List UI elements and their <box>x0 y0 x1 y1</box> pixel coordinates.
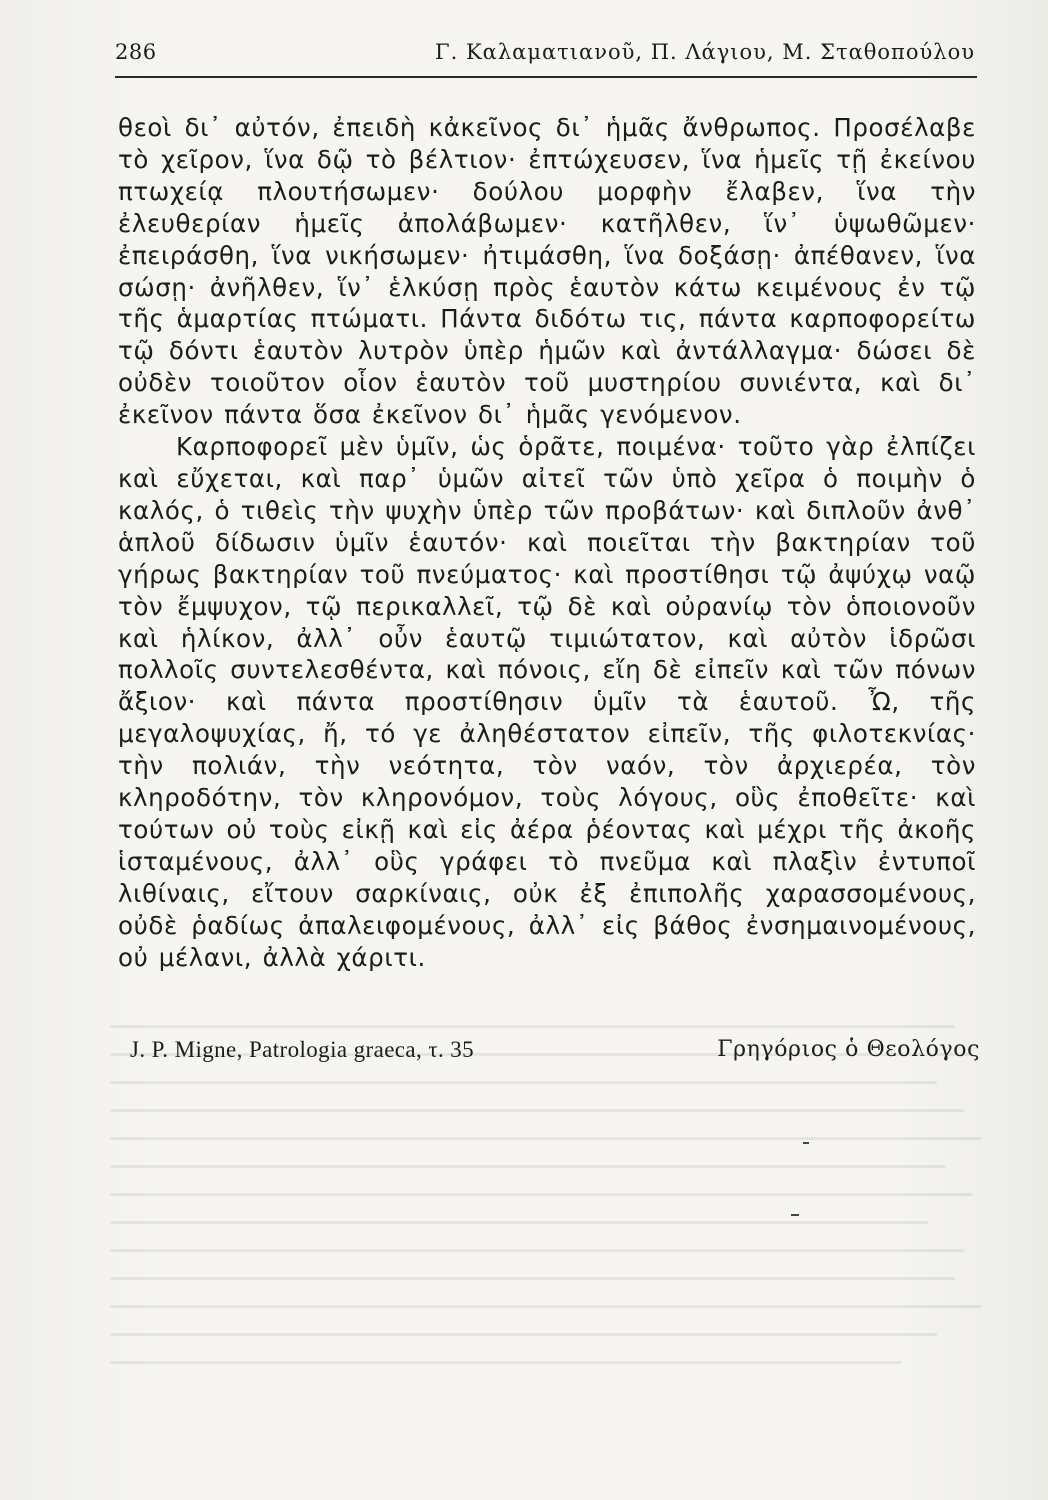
print-speck <box>791 1214 799 1216</box>
source-attribution <box>130 1037 980 1069</box>
paragraph-1: θεοὶ δι᾽ αὐτόν, ἐπειδὴ κἀκεῖνος δι᾽ ἡμᾶς ἄνθρωπος. Προσέλαβε τὸ χεῖρον, ἵνα δῷ τὸ βέλτιον· ἐπτώχευσεν, ἵνα ἡμεῖς τῇ ἐκείνου πτωχείᾳ πλουτήσωμεν· δούλου μορφὴν ἔλαβεν, ἵνα τὴν ἐλευθερίαν ἡμεῖς ἀπολάβωμεν· κατῆλθεν, ἵν᾽ ὑψωθῶμεν· ἐπειράσθη, ἵνα νικήσωμεν· ἠτιμάσθη, ἵνα δοξάσῃ· ἀπέθανεν, ἵνα σώσῃ· ἀνῆλθεν, ἵν᾽ ἑλκύσῃ πρὸς ἑαυτὸν κάτω κειμένους ἐν τῷ τῆς ἁμαρτίας πτώματι. Πάντα διδότω τις, πάντα καρποφορείτω τῷ δόντι ἑαυτὸν λυτρὸν ὑπὲρ ἡμῶν καὶ ἀντάλλαγμα· δώσει δὲ οὐδὲν τοιοῦτον οἷον ἑαυτὸν τοῦ μυστηρίου συνιέντα, καὶ δι᾽ ἐκεῖνον πάντα ὅσα ἐκεῖνον δι᾽ ἡμᾶς γενόμενον. <box>118 113 976 430</box>
author-name: Γρηγόριος ὁ Θεολόγος <box>717 1037 980 1062</box>
page-number: 286 <box>115 40 157 64</box>
running-head <box>115 40 975 76</box>
print-speck <box>803 1142 809 1144</box>
running-head-title: Γ. Καλαματιανοῦ, Π. Λάγιου, Μ. Σταθοπούλου <box>435 40 975 64</box>
show-through-lines <box>110 1025 990 1385</box>
main-text <box>118 112 976 973</box>
paragraph-2: Καρποφορεῖ μὲν ὑμῖν, ὡς ὁρᾶτε, ποιμένα· τοῦτο γὰρ ἐλπίζει καὶ εὔχεται, καὶ παρ᾽ ὑμῶν αἰτεῖ τῶν ὑπὸ χεῖρα ὁ ποιμὴν ὁ καλός, ὁ τιθεὶς τὴν ψυχὴν ὑπὲρ τῶν προβάτων· καὶ διπλοῦν ἀνθ᾽ ἁπλοῦ δίδωσιν ὑμῖν ἑαυτόν· καὶ ποιεῖται τὴν βακτηρίαν τοῦ γήρως βακτηρίαν τοῦ πνεύματος· καὶ προστίθησι τῷ ἀψύχῳ ναῷ τὸν ἔμψυχον, τῷ περικαλλεῖ, τῷ δὲ καὶ οὐρανίῳ τὸν ὁποιονοῦν καὶ ἡλίκον, ἀλλ᾽ οὖν ἑαυτῷ τιμιώτατον, καὶ αὐτὸν ἱδρῶσι πολλοῖς συντελεσθέντα, καὶ πόνοις, εἴη δὲ εἰπεῖν καὶ τῶν πόνων ἄξιον· καὶ πάντα προστίθησιν ὑμῖν τὰ ἑαυτοῦ. Ὦ, τῆς μεγαλοψυχίας, ἤ, τό γε ἀληθέστατον εἰπεῖν, τῆς φιλοτεκνίας· τὴν πολιάν, τὴν νεότητα, τὸν ναόν, τὸν ἀρχιερέα, τὸν κληροδότην, τὸν κληρονόμον, τοὺς λόγους, οὓς ἐποθεῖτε· καὶ τούτων οὐ τοὺς εἰκῇ καὶ εἰς ἀέρα ῥέοντας καὶ μέχρι τῆς ἀκοῆς ἱσταμένους, ἀλλ᾽ οὓς γράφει τὸ πνεῦμα καὶ πλαξὶν ἐντυποῖ λιθίναις, εἴτουν σαρκίναις, οὐκ ἐξ ἐπιπολῆς χαρασσομένους, οὐδὲ ῥαδίως ἀπαλειφομένους, ἀλλ᾽ εἰς βάθος ἐνσημαινομένους, οὐ μέλανι, ἀλλὰ χάριτι. <box>118 432 976 972</box>
header-divider <box>115 76 977 78</box>
citation: J. P. Migne, Patrologia graeca, τ. 35 <box>130 1037 475 1062</box>
